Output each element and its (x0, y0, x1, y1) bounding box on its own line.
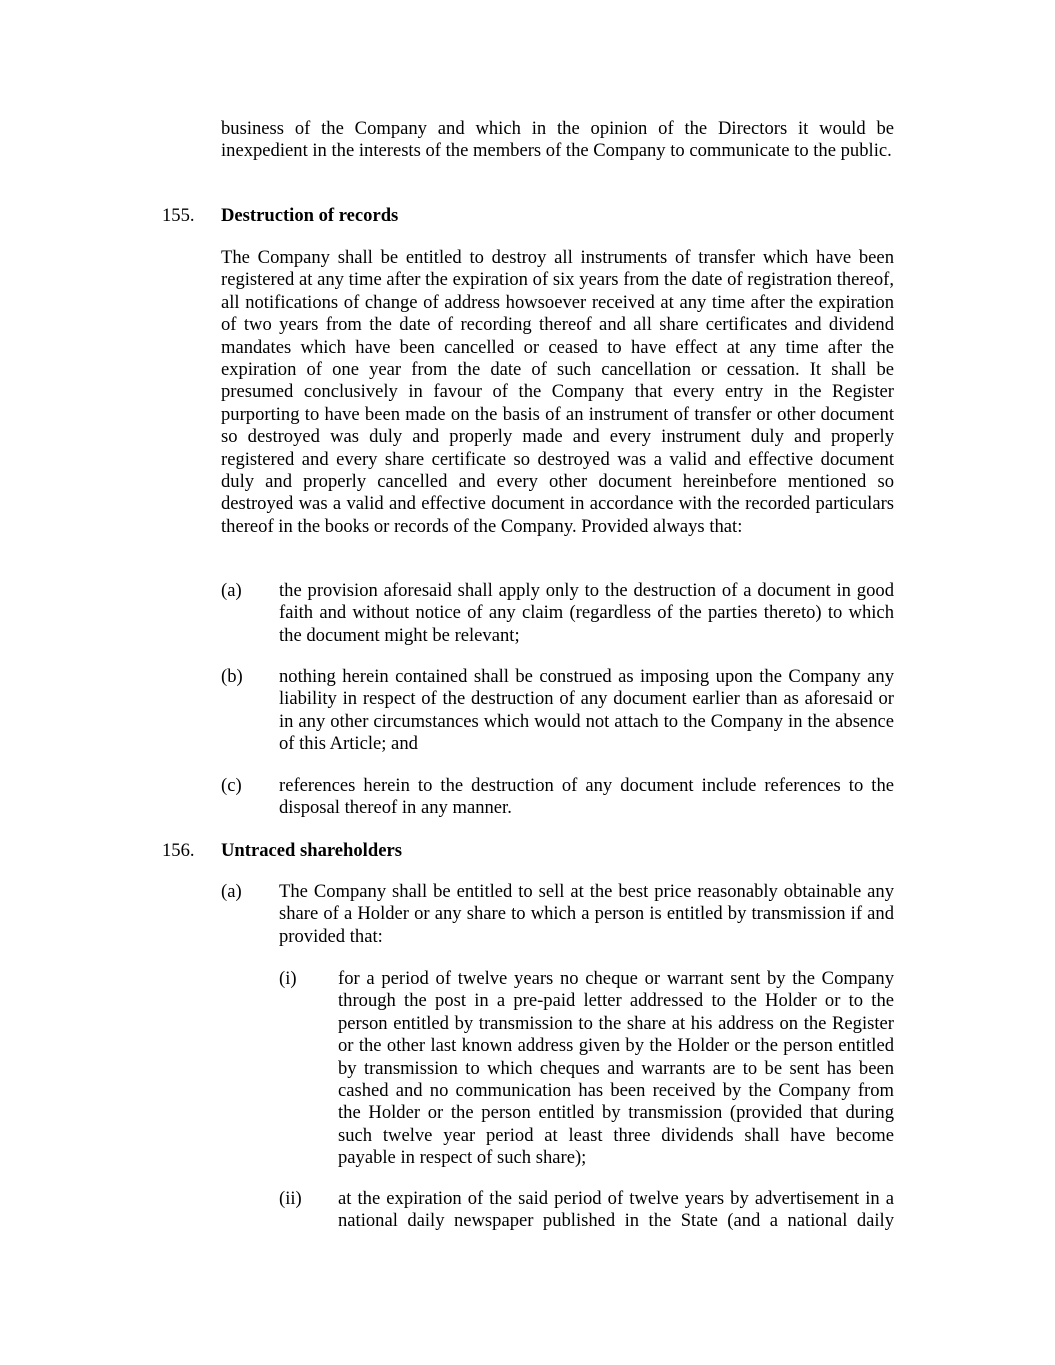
item-text: The Company shall be entitled to sell at the best price reasonably obtainable any share of a Holder or any share to which a person is entitled by transmission if and provided that: (279, 881, 894, 947)
item-text: the provision aforesaid shall apply only to the destruction of a document in good faith and without notice of any claim (regardless of the parties thereto) to which the document might be relevant; (279, 580, 894, 646)
subitem-label: (ii) (279, 1188, 302, 1209)
item-label: (c) (221, 775, 242, 796)
section-heading: Destruction of records (221, 205, 399, 226)
subitem-text: for a period of twelve years no cheque or warrant sent by the Company through the post in a pre-paid letter addressed to the Holder or to the person entitled by transmission to the share at his address on the Register or the other last known address given by the Holder or the person entitled by transmission to which cheques and warrants are to be sent has been cashed and no communication has been received by the Company from the Holder or the person entitled by transmission (provided that during such twelve year period at least three dividends shall have become payable in respect of such share); (338, 968, 894, 1169)
section-heading: Untraced shareholders (221, 840, 402, 861)
item-label: (a) (221, 580, 242, 601)
section-number: 155. (162, 205, 195, 226)
subitem-text: at the expiration of the said period of twelve years by advertisement in a national daily newspaper published in the State (and a national daily (338, 1188, 894, 1232)
item-text: references herein to the destruction of any document include references to the disposal thereof in any manner. (279, 775, 894, 819)
item-label: (a) (221, 881, 242, 902)
subitem-label: (i) (279, 968, 297, 989)
item-label: (b) (221, 666, 243, 687)
item-text: nothing herein contained shall be construed as imposing upon the Company any liability in respect of the destruction of any document earlier than as aforesaid or in any other circumstances which would not attach to the Company in the absence of this Article; and (279, 666, 894, 755)
section-number: 156. (162, 840, 195, 861)
continuation-paragraph: business of the Company and which in the opinion of the Directors it would be inexpedient in the interests of the members of the Company to communicate to the public. (221, 118, 894, 162)
section-body: The Company shall be entitled to destroy all instruments of transfer which have been registered at any time after the expiration of six years from the date of registration thereof, all notifications of change of address howsoever received at any time after the expiration of two years from the date of recording thereof and all share certificates and dividend mandates which have been cancelled or ceased to have effect at any time after the expiration of one year from the date of such cancellation or cessation. It shall be presumed conclusively in favour of the Company that every entry in the Register purporting to have been made on the basis of an instrument of transfer or other document so destroyed was duly and properly made and every instrument duly and properly registered and every share certificate so destroyed was a valid and effective document duly and properly cancelled and every other document hereinbefore mentioned so destroyed was a valid and effective document in accordance with the recorded particulars thereof in the books or records of the Company. Provided always that: (221, 247, 894, 537)
